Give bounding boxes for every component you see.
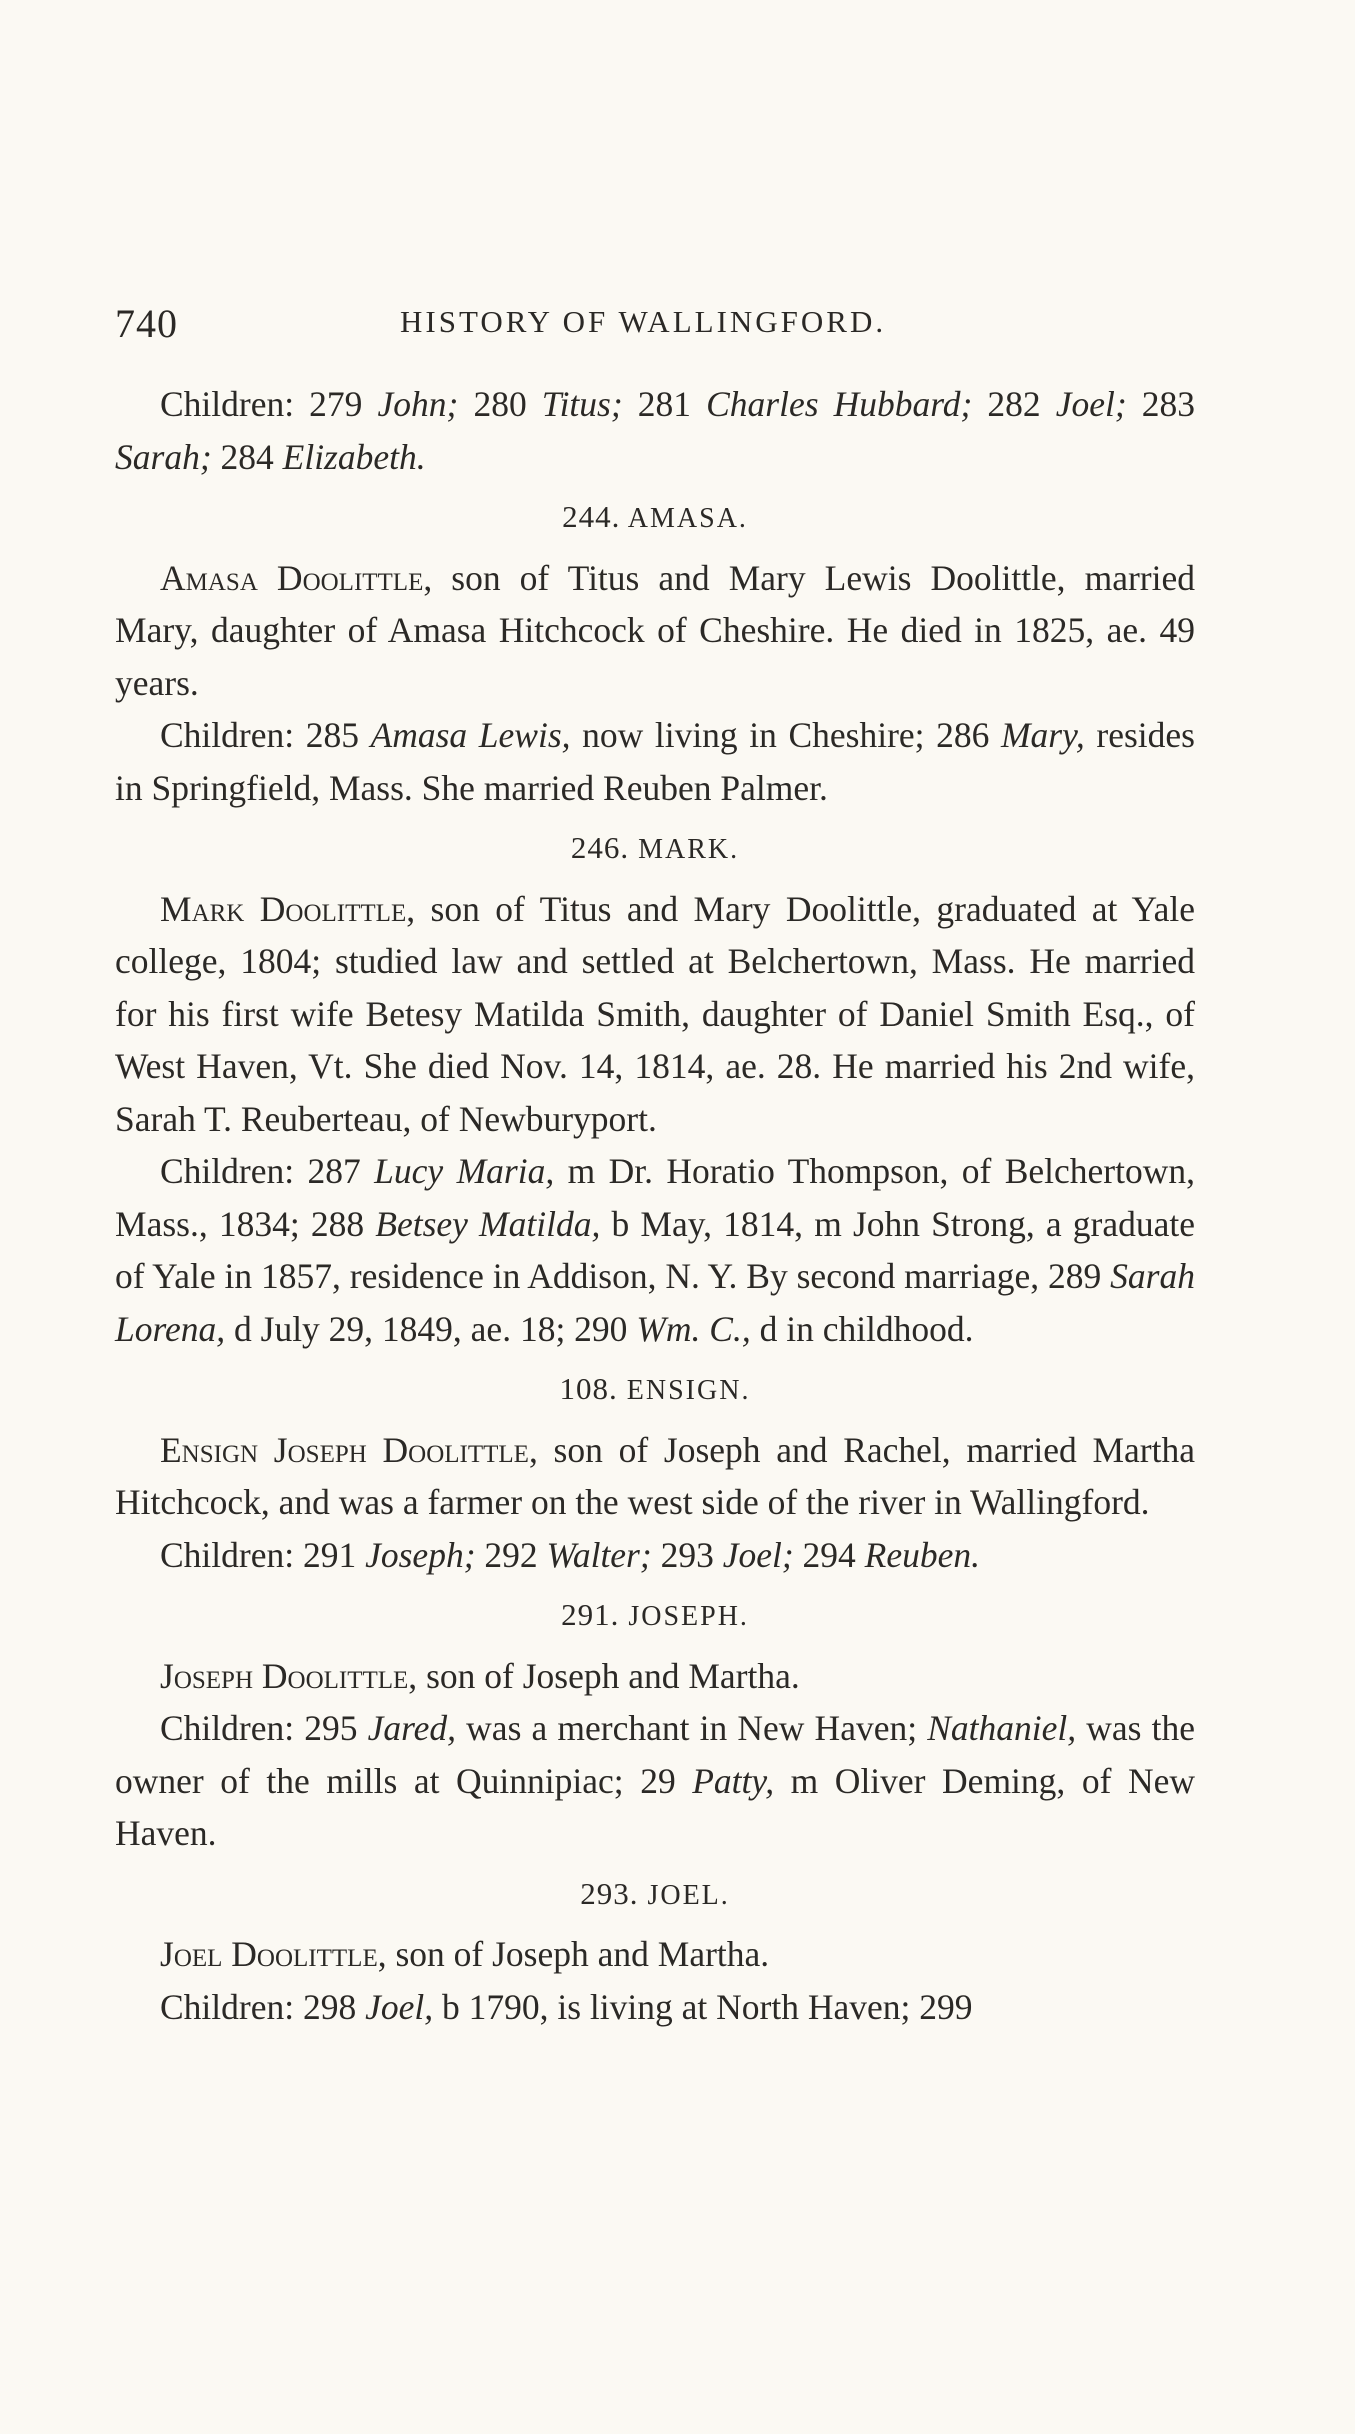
page-header bbox=[115, 300, 1195, 360]
paragraph-children-joseph: Children: 295 Jared, was a merchant in New Haven; Nathaniel, was the owner of the mills at Quinnipiac; 29 Patty, m Oliver Deming, of New Haven. bbox=[115, 1708, 1195, 1853]
section-heading-joel: 293. JOEL. bbox=[580, 1875, 730, 1911]
paragraph-ensign: Ensign Joseph Doolittle, son of Joseph and Rachel, married Martha Hitchcock, and was a farmer on the west side of the river in Wallingford. bbox=[115, 1429, 1195, 1522]
paragraph-children-joel: Children: 298 Joel, b 1790, is living at North Haven; 299 bbox=[160, 1986, 973, 2027]
paragraph-joel: Joel Doolittle, son of Joseph and Martha. bbox=[160, 1934, 770, 1974]
paragraph-amasa: Amasa Doolittle, son of Titus and Mary Lewis Doolittle, married Mary, daughter of Amasa Hitchcock of Cheshire. He died in 1825, ae. 49 years. bbox=[115, 557, 1195, 703]
paragraph-mark: Mark Doolittle, son of Titus and Mary Doolittle, graduated at Yale college, 1804; studied law and settled at Belchertown, Mass. He married for his first wife Betesy Matilda Smith, daughter of Daniel Smith Esq., of West Haven, Vt. She died Nov. 14, 1814, ae. 28. He married his 2nd wife, Sarah T. Reuberteau, of Newburyport. bbox=[115, 888, 1195, 1139]
body-text bbox=[115, 378, 1195, 2033]
running-title: HISTORY OF WALLINGFORD. bbox=[400, 304, 887, 339]
paragraph-children-mark: Children: 287 Lucy Maria, m Dr. Horatio Thompson, of Belchertown, Mass., 1834; 288 Betsey Matilda, b May, 1814, m John Strong, a graduate of Yale in 1857, residence in Addison, N. Y. By second marriage, 289 Sarah Lorena, d July 29, 1849, ae. 18; 290 Wm. C., d in childhood. bbox=[115, 1151, 1195, 1349]
section-heading-ensign: 108. ENSIGN. bbox=[559, 1371, 751, 1406]
section-heading-joseph: 291. JOSEPH. bbox=[561, 1597, 749, 1632]
paragraph-children-amasa: Children: 285 Amasa Lewis, now living in Cheshire; 286 Mary, resides in Springfield, Mass. She married Reuben Palmer. bbox=[115, 715, 1195, 808]
paragraph-children-ensign: Children: 291 Joseph; 292 Walter; 293 Joel; 294 Reuben. bbox=[160, 1534, 980, 1575]
paragraph-children-titus: Children: 279 John; 280 Titus; 281 Charles Hubbard; 282 Joel; 283 Sarah; 284 Elizabeth. bbox=[115, 384, 1196, 477]
section-heading-amasa: 244. AMASA. bbox=[562, 499, 748, 534]
section-heading-mark: 246. MARK. bbox=[570, 830, 740, 865]
paragraph-joseph: Joseph Doolittle, son of Joseph and Martha. bbox=[160, 1655, 800, 1696]
page-number: 740 bbox=[115, 301, 178, 346]
